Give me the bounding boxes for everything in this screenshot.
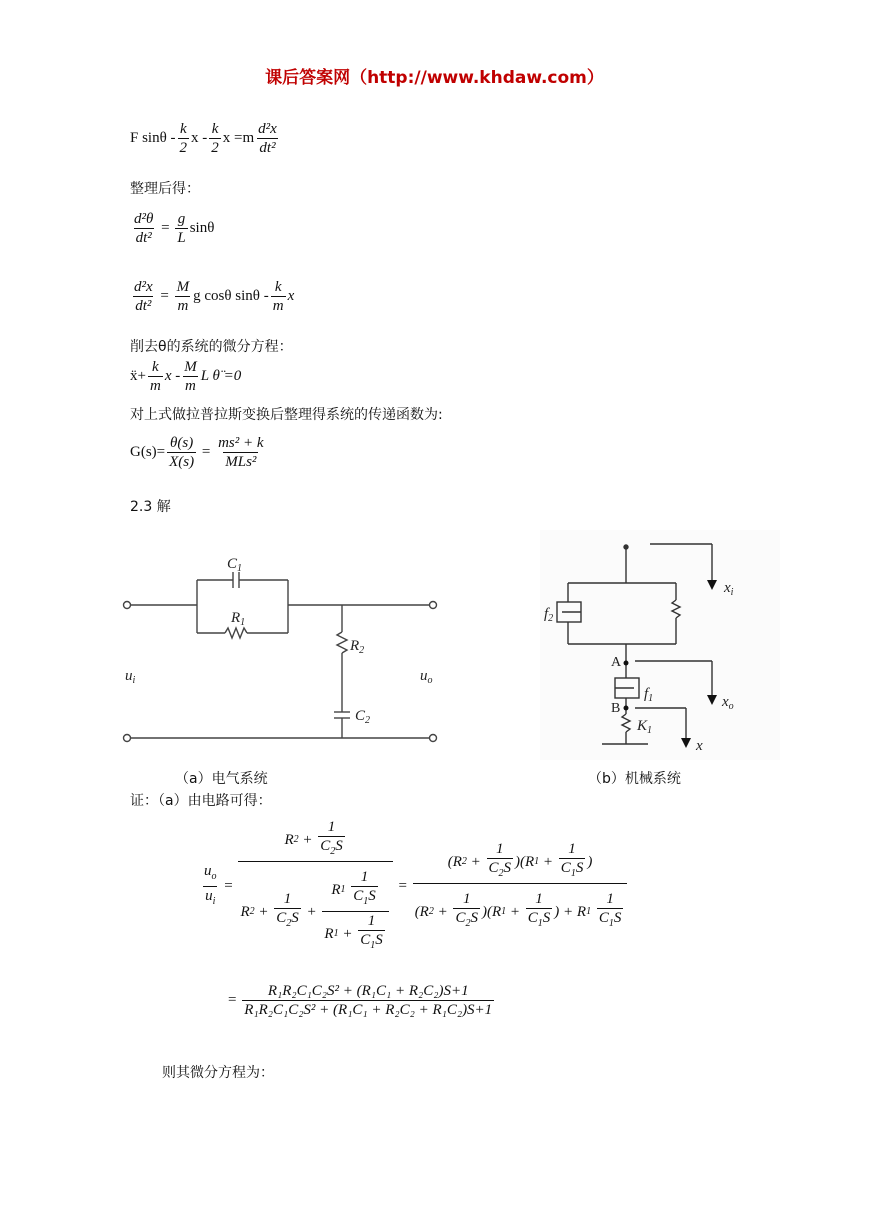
equation-force-balance: F sinθ - $\frac{k}{2}$ x - $\frac{k}{2}$ x =m $\frac{\text{d²x}}{\text{dt²}}$ (130, 121, 277, 156)
svg-text:x: x (696, 738, 703, 754)
svg-text:C2: $C_2$ (355, 708, 371, 726)
svg-text:A: A (611, 655, 622, 670)
equation-pendulum: $\frac{\text{d²θ}}{\text{dt²}}$ = $\frac{g}{L}$ sinθ (134, 211, 215, 246)
text-simplify: 整理后得： (130, 181, 200, 197)
mechanical-diagram (540, 530, 780, 760)
input-terminal-bottom (124, 735, 131, 742)
page-header: 课后答案网（http://www.khdaw.com） (265, 68, 604, 88)
equation-system: ẍ+ $\frac{k}{m}$ x - $\frac{M}{m}$ L θ̈ =0 (130, 359, 242, 394)
output-terminal-top (430, 602, 437, 609)
eq1-lead: F sinθ - (130, 130, 176, 146)
svg-text:xo: $x_o$ (722, 694, 734, 712)
equation-cart: $\frac{\text{d²x}}{\text{dt²}}$ = $\frac{M}{m}$ g cosθ sinθ - $\frac{k}{m}$ x (134, 279, 295, 314)
equation-transfer-function: G(s)= $\frac{\theta(s)}{X(s)}$ = $\frac{\text{ms² + k}}{\text{MLs²}}$ (130, 435, 264, 470)
svg-text:f2: $f_2$ (544, 606, 554, 624)
svg-text:R2: $R_2$ (350, 638, 365, 656)
text-section: 2.3 解 (130, 499, 171, 515)
circuit-diagram (115, 540, 455, 755)
resistor-r1 (225, 628, 247, 638)
svg-text:xi: $x_i$ (724, 580, 734, 598)
caption-electrical: （a）电气系统 (175, 771, 268, 787)
text-diffeq: 则其微分方程为： (162, 1065, 274, 1081)
svg-text:C1: $C_1$ (227, 556, 243, 574)
svg-text:ui: $u_i$ (125, 668, 136, 686)
svg-text:R1: $R_1$ (231, 610, 246, 628)
text-proof: 证：（a）由电路可得： (130, 793, 272, 809)
output-terminal-bottom (430, 735, 437, 742)
svg-text:f1: $f_1$ (644, 686, 654, 704)
resistor-r2 (337, 632, 347, 653)
caption-mechanical: （b）机械系统 (588, 771, 681, 787)
input-terminal-top (124, 602, 131, 609)
svg-text:B: B (611, 701, 621, 716)
svg-text:uo: $u_o$ (420, 668, 433, 686)
text-eliminate: 削去θ的系统的微分方程： (130, 339, 293, 355)
svg-text:K1: $K_1$ (637, 718, 653, 736)
equation-circuit-final: = $\frac{\text{R₁R₂C₁C₂S² + (R₁C₁ + R₂C₂)S+1}}{\text{R₁R₂C₁C₂S² + (R₁C₁ + R₂C₂ + R₁C₂)S+1}}$ (228, 983, 493, 1018)
text-laplace: 对上式做拉普拉斯变换后整理得系统的传递函数为: (130, 407, 443, 423)
equation-circuit-ratio: $\frac{u_o}{u_i}$ = R 2 + $\frac{1}{C_2S}$ R 2 + $\frac{1}{C_2S}$ + R 1 $\frac{1}{C_1S}$ R 1 + $\frac{1}{C_1S}$ = (R 2 + $\frac{1}{C_2S}$ )(R 1 + $\frac{1}{C_1S}$ ) (R 2 + $\frac{1}{C_2S}$ )(R 1 + $\frac{1}{C_1S}$ ) + R 1 $\frac{1}{C_1S}$ (200, 818, 629, 955)
